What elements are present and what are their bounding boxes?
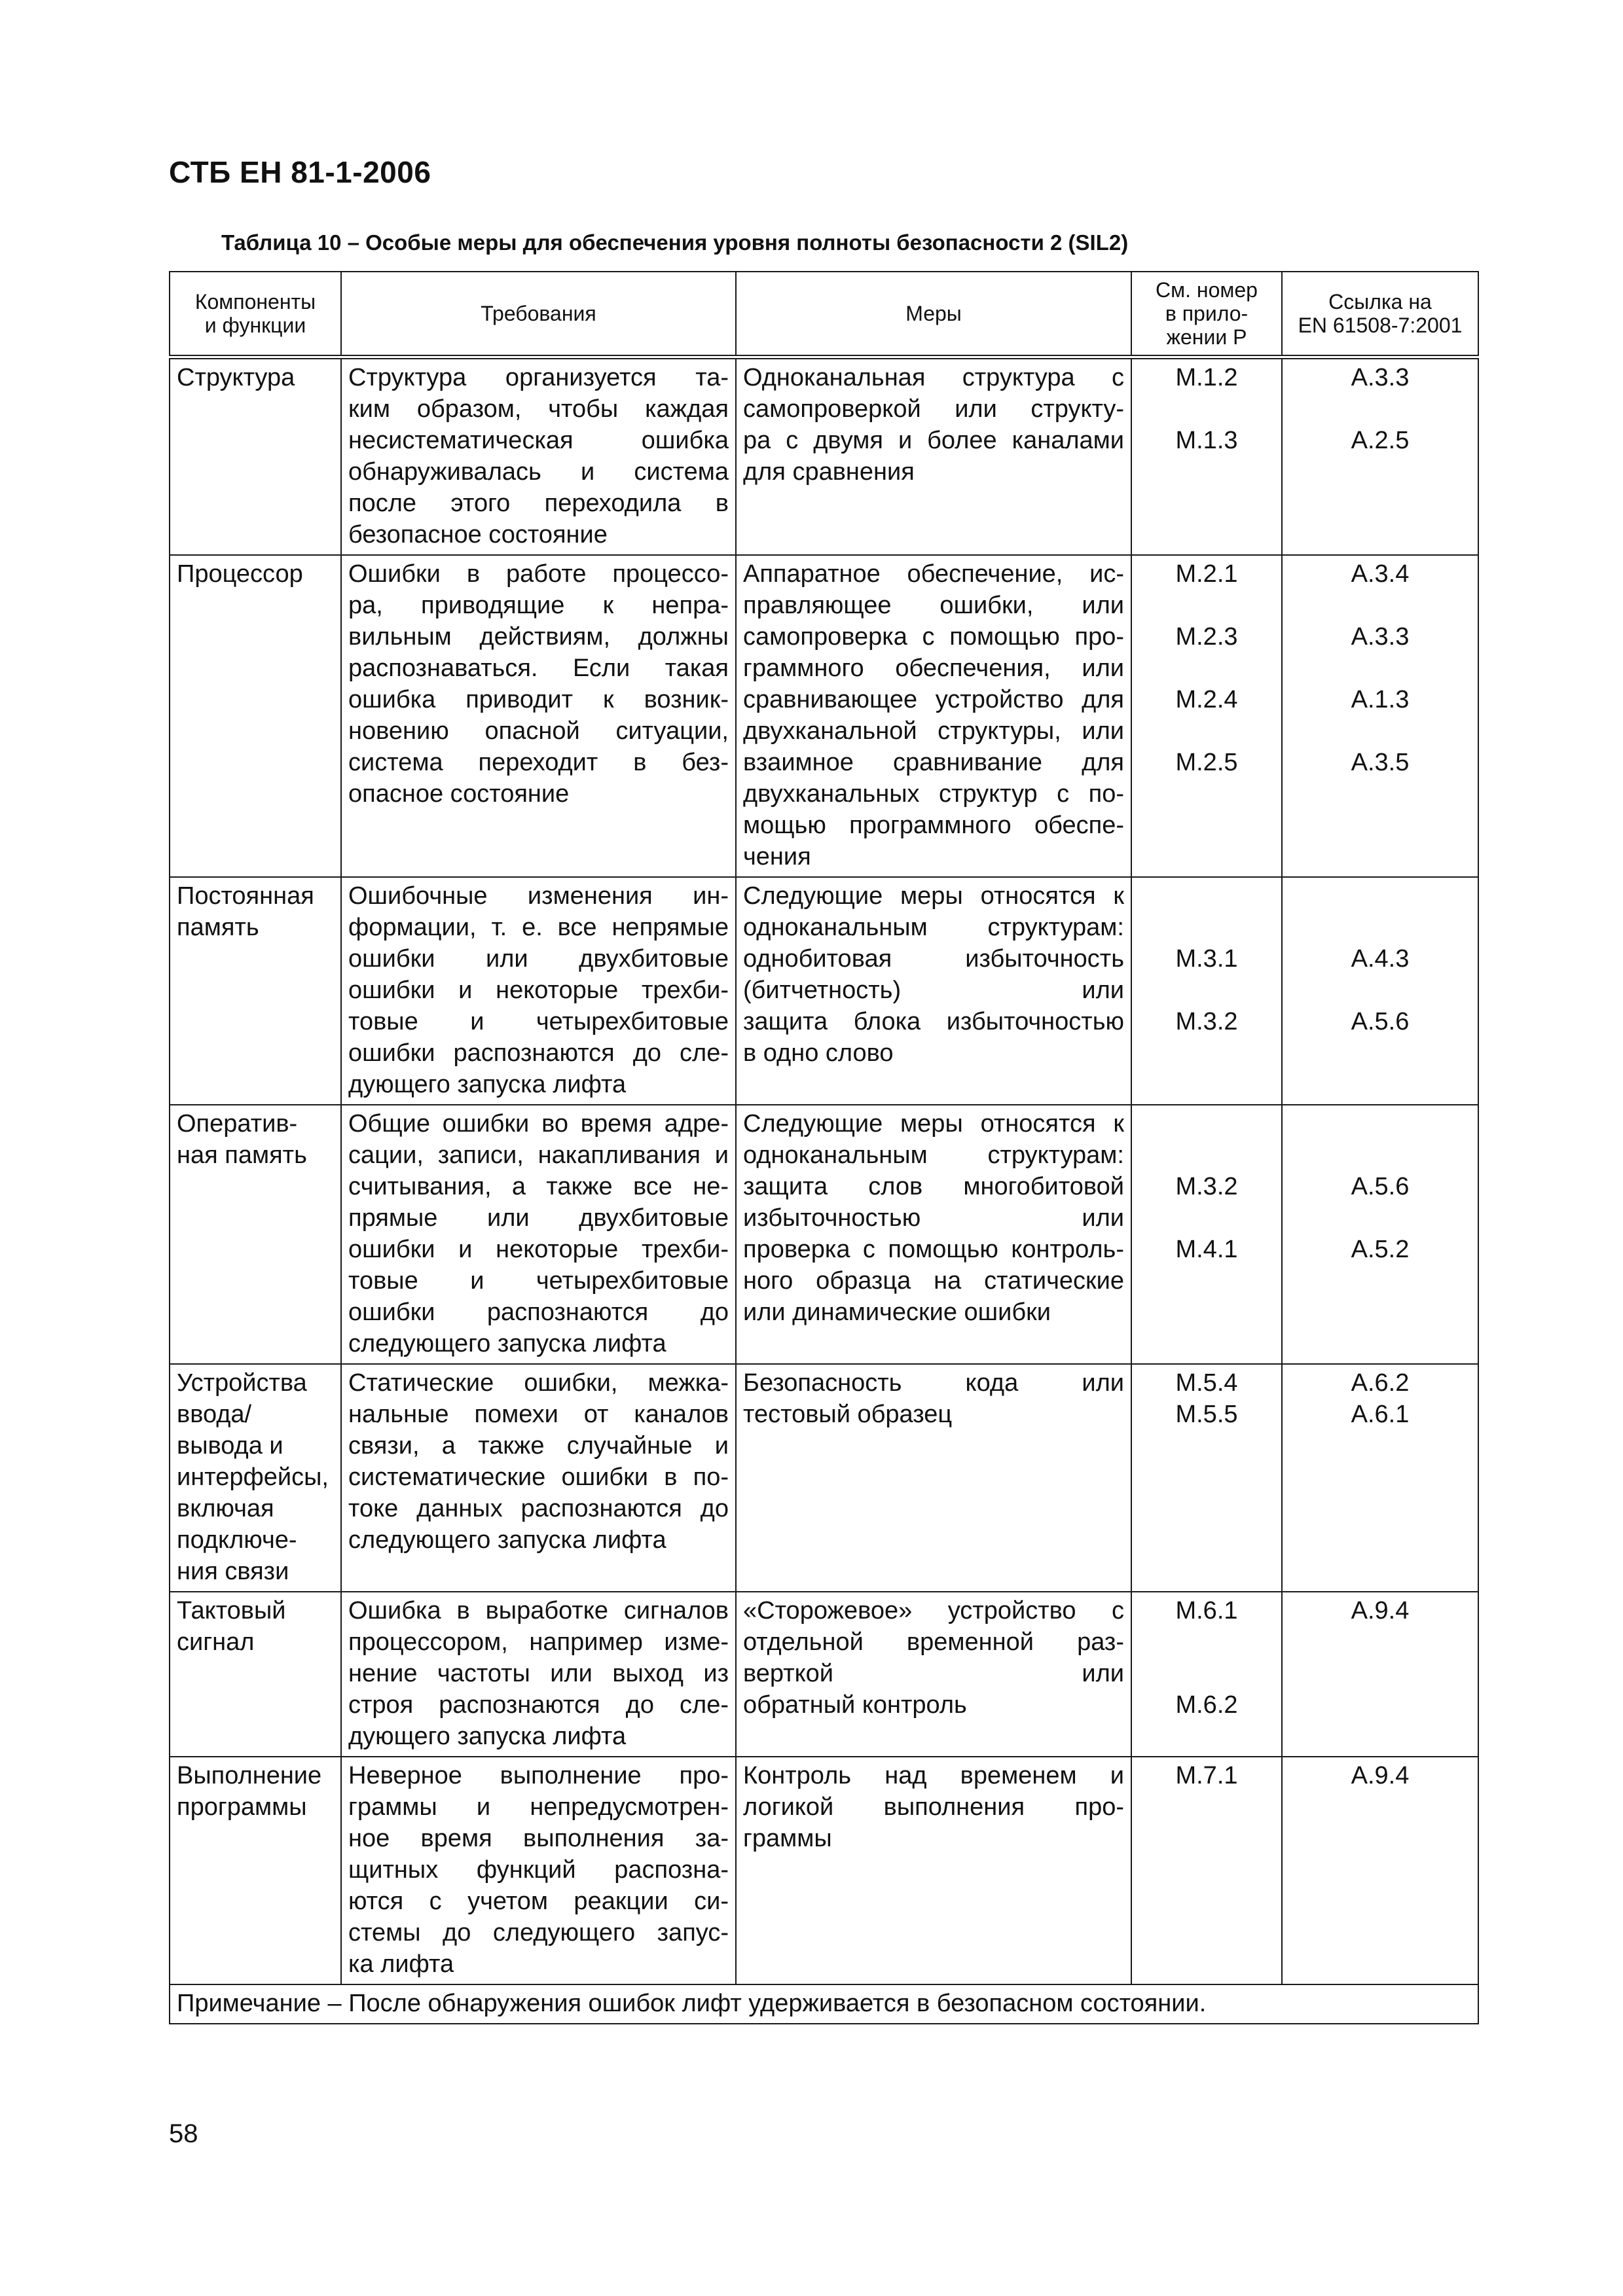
cell-line: правляющее ошибки, или (743, 592, 1124, 619)
cell-line: Выполнение (177, 1762, 322, 1789)
cell-line: одноканальным структурам: (743, 914, 1124, 941)
cell-line: обнаруживалась и система (348, 458, 729, 486)
cell-annex-ref (1131, 1105, 1282, 1364)
cell-line: A.5.6 (1351, 1173, 1410, 1200)
cell-line: A.9.4 (1351, 1762, 1410, 1789)
cell-line: чения (743, 843, 811, 870)
cell-measure (736, 1105, 1131, 1364)
cell-line: A.1.3 (1351, 686, 1410, 713)
cell-component (170, 1364, 341, 1592)
header-en-ref (1282, 272, 1478, 357)
cell-line: ошибки распознаются до сле- (348, 1039, 729, 1067)
cell-line: Аппаратное обеспечение, ис- (743, 560, 1124, 588)
cell-line: M.3.2 (1175, 1173, 1238, 1200)
cell-line: защита слов многобитовой (743, 1173, 1124, 1200)
cell-line: A.9.4 (1351, 1597, 1410, 1624)
cell-line: распознаваться. Если такая (348, 655, 729, 682)
cell-line: M.7.1 (1175, 1762, 1238, 1789)
cell-line: Устройства (177, 1369, 307, 1397)
table-caption: Таблица 10 – Особые меры для обеспечения уровня полноты безопасности 2 (SIL2) (221, 230, 1129, 255)
table-note: Примечание – После обнаружения ошибок лифт удерживается в безопасном состоянии. (170, 1984, 1478, 2024)
cell-line (1289, 1139, 1471, 1171)
cell-line (1289, 1108, 1471, 1139)
cell-line: и функции (204, 314, 306, 337)
cell-line: ка лифта (348, 1950, 454, 1978)
cell-line: Тактовый (177, 1597, 286, 1624)
cell-line: щитных функций распозна- (348, 1856, 729, 1884)
table-row (170, 1592, 1478, 1757)
cell-component (170, 1592, 341, 1757)
cell-line: следующего запуска лифта (348, 1330, 666, 1357)
cell-line: подключе- (177, 1526, 297, 1554)
cell-line: взаимное сравнивание для (743, 749, 1124, 776)
cell-line: формации, т. е. все непрямые (348, 914, 729, 941)
cell-line: A.2.5 (1351, 427, 1410, 454)
cell-line: процессором, например изме- (348, 1628, 729, 1656)
cell-line: одноканальным структурам: (743, 1141, 1124, 1169)
cell-line: в прило- (1165, 302, 1249, 325)
cell-line (1139, 1658, 1275, 1689)
header-measures: Меры (736, 272, 1131, 357)
cell-line: сации, записи, накапливания и (348, 1141, 729, 1169)
cell-line: новению опасной ситуации, (348, 717, 729, 745)
cell-requirement (341, 555, 736, 877)
cell-line: Ссылка на (1328, 290, 1432, 314)
cell-line: ного образца на статические (743, 1267, 1124, 1295)
cell-line: мощью программного обеспе- (743, 812, 1124, 839)
cell-line (1289, 653, 1471, 684)
table-note-row (170, 1984, 1478, 2024)
cell-line: M.3.1 (1175, 945, 1238, 973)
cell-line: См. номер (1156, 278, 1258, 302)
cell-requirement (341, 1592, 736, 1757)
cell-requirement (341, 1364, 736, 1592)
cell-line: граммы (743, 1825, 832, 1852)
cell-line (1289, 975, 1471, 1006)
cell-en-ref (1282, 555, 1478, 877)
table-row (170, 1757, 1478, 1984)
cell-line: M.2.1 (1175, 560, 1238, 588)
cell-line: Контроль над временем и (743, 1762, 1124, 1789)
cell-line: A.3.3 (1351, 364, 1410, 391)
cell-component (170, 877, 341, 1105)
table-row (170, 357, 1478, 556)
cell-line (1139, 1139, 1275, 1171)
cell-line: верткой или (743, 1660, 1124, 1687)
cell-line: Статические ошибки, межка- (348, 1369, 729, 1397)
cell-line: M.6.1 (1175, 1597, 1238, 1624)
cell-line (1139, 880, 1275, 912)
cell-line: избыточностью или (743, 1204, 1124, 1232)
cell-component (170, 1105, 341, 1364)
cell-line: вывода и (177, 1432, 283, 1460)
cell-line: Ошибки в работе процессо- (348, 560, 729, 588)
table-row (170, 1364, 1478, 1592)
cell-en-ref (1282, 1757, 1478, 1984)
cell-measure (736, 1757, 1131, 1984)
cell-line: нение частоты или выход из (348, 1660, 729, 1687)
cell-line: ким образом, чтобы каждая (348, 395, 729, 423)
cell-line: M.2.5 (1175, 749, 1238, 776)
cell-line: A.6.1 (1351, 1401, 1410, 1428)
cell-line: «Сторожевое» устройство с (743, 1597, 1124, 1624)
cell-line: M.3.2 (1175, 1008, 1238, 1035)
table-header-row (170, 272, 1478, 357)
cell-line: Следующие меры относятся к (743, 1110, 1124, 1138)
cell-line (1289, 1202, 1471, 1234)
cell-line: Следующие меры относятся к (743, 882, 1124, 910)
header-components (170, 272, 341, 357)
cell-component (170, 555, 341, 877)
cell-line: программы (177, 1793, 307, 1821)
cell-line: A.5.6 (1351, 1008, 1410, 1035)
cell-line: M.2.3 (1175, 623, 1238, 651)
cell-requirement (341, 1105, 736, 1364)
cell-line: M.4.1 (1175, 1236, 1238, 1263)
cell-requirement (341, 357, 736, 556)
cell-requirement (341, 877, 736, 1105)
cell-line (1139, 715, 1275, 747)
cell-line (1289, 715, 1471, 747)
cell-line: считывания, а также все не- (348, 1173, 729, 1200)
cell-line: прямые или двухбитовые (348, 1204, 729, 1232)
cell-line: проверка с помощью контроль- (743, 1236, 1124, 1263)
cell-line: отдельной временной раз- (743, 1628, 1124, 1656)
cell-line: ра, приводящие к непра- (348, 592, 729, 619)
cell-line: строя распознаются до сле- (348, 1691, 729, 1719)
cell-line: тестовый образец (743, 1401, 953, 1428)
cell-line: Компоненты (194, 290, 316, 314)
cell-annex-ref (1131, 1364, 1282, 1592)
cell-line: включая (177, 1495, 274, 1522)
cell-line: в одно слово (743, 1039, 894, 1067)
cell-line: ошибки и некоторые трехби- (348, 1236, 729, 1263)
cell-line: обратный контроль (743, 1691, 967, 1719)
cell-line: логикой выполнения про- (743, 1793, 1124, 1821)
cell-line: ются с учетом реакции си- (348, 1888, 729, 1915)
cell-requirement (341, 1757, 736, 1984)
table-body (170, 357, 1478, 1985)
cell-line: EN 61508-7:2001 (1298, 314, 1463, 337)
cell-line: M.2.4 (1175, 686, 1238, 713)
cell-line (1139, 653, 1275, 684)
cell-line: однобитовая избыточность (743, 945, 1124, 973)
table-row (170, 555, 1478, 877)
cell-line: ошибки распознаются до (348, 1299, 729, 1326)
cell-line: ра с двумя и более каналами (743, 427, 1124, 454)
cell-line: Общие ошибки во время адре- (348, 1110, 729, 1138)
cell-line: связи, а также случайные и (348, 1432, 729, 1460)
header-annex-ref (1131, 272, 1282, 357)
cell-line: сравнивающее устройство для (743, 686, 1124, 713)
cell-line (1139, 1202, 1275, 1234)
cell-line: вильным действиям, должны (348, 623, 729, 651)
cell-line: после этого переходила в (348, 490, 729, 517)
cell-line: M.6.2 (1175, 1691, 1238, 1719)
cell-line: или динамические ошибки (743, 1299, 1051, 1326)
cell-line: Одноканальная структура с (743, 364, 1124, 391)
cell-line (1289, 590, 1471, 621)
cell-line: A.4.3 (1351, 945, 1410, 973)
cell-line (1139, 590, 1275, 621)
page-number: 58 (169, 2119, 198, 2148)
table-row (170, 1105, 1478, 1364)
cell-line: ошибки или двухбитовые (348, 945, 729, 973)
safety-measures-table (169, 271, 1479, 2024)
cell-en-ref (1282, 1364, 1478, 1592)
cell-annex-ref (1131, 1592, 1282, 1757)
cell-line: защита блока избыточностью (743, 1008, 1124, 1035)
cell-line: A.3.5 (1351, 749, 1410, 776)
cell-line: товые и четырехбитовые (348, 1267, 729, 1295)
cell-line (1139, 1626, 1275, 1658)
cell-en-ref (1282, 357, 1478, 556)
cell-line: самопроверкой или структу- (743, 395, 1124, 423)
cell-line: система переходит в без- (348, 749, 729, 776)
cell-measure (736, 555, 1131, 877)
cell-component (170, 1757, 341, 1984)
cell-line: стемы до следующего запус- (348, 1919, 729, 1946)
cell-line: граммы и непредусмотрен- (348, 1793, 729, 1821)
cell-line: двухканальных структур с по- (743, 780, 1124, 808)
cell-line: двухканальной структуры, или (743, 717, 1124, 745)
cell-line: M.1.3 (1175, 427, 1238, 454)
cell-measure (736, 357, 1131, 556)
cell-line (1289, 393, 1471, 425)
cell-line: Безопасность кода или (743, 1369, 1124, 1397)
cell-line: нальные помехи от каналов (348, 1401, 729, 1428)
cell-line: ввода/ (177, 1401, 252, 1428)
cell-component (170, 357, 341, 556)
cell-line: для сравнения (743, 458, 915, 486)
cell-line (1139, 975, 1275, 1006)
cell-line (1139, 1108, 1275, 1139)
cell-en-ref (1282, 1105, 1478, 1364)
cell-line: Оператив- (177, 1110, 298, 1138)
cell-line: Ошибка в выработке сигналов (348, 1597, 729, 1624)
document-code: СТБ ЕН 81-1-2006 (169, 155, 431, 189)
cell-annex-ref (1131, 555, 1282, 877)
cell-en-ref (1282, 877, 1478, 1105)
cell-line: A.5.2 (1351, 1236, 1410, 1263)
cell-line: Постоянная (177, 882, 314, 910)
cell-line (1139, 912, 1275, 943)
cell-annex-ref (1131, 357, 1282, 556)
cell-line: сигнал (177, 1628, 255, 1656)
cell-line: Процессор (177, 560, 303, 588)
cell-line: самопроверка с помощью про- (743, 623, 1124, 651)
cell-line (1289, 912, 1471, 943)
cell-measure (736, 1364, 1131, 1592)
table-row (170, 877, 1478, 1105)
cell-line: ная память (177, 1141, 307, 1169)
cell-annex-ref (1131, 1757, 1282, 1984)
cell-line: ное время выполнения за- (348, 1825, 729, 1852)
cell-line: Структура организуется та- (348, 364, 729, 391)
cell-line: ошибка приводит к возник- (348, 686, 729, 713)
cell-line (1289, 880, 1471, 912)
cell-line: память (177, 914, 259, 941)
cell-line: M.5.5 (1175, 1401, 1238, 1428)
cell-line: товые и четырехбитовые (348, 1008, 729, 1035)
cell-line: дующего запуска лифта (348, 1071, 627, 1098)
cell-line: (битчетность) или (743, 977, 1124, 1004)
header-requirements: Требования (341, 272, 736, 357)
cell-line: Структура (177, 364, 295, 391)
cell-line: опасное состояние (348, 780, 570, 808)
cell-en-ref (1282, 1592, 1478, 1757)
cell-line: M.5.4 (1175, 1369, 1238, 1397)
cell-line: интерфейсы, (177, 1463, 329, 1491)
cell-line: ния связи (177, 1558, 289, 1585)
cell-line: A.3.3 (1351, 623, 1410, 651)
cell-line: несистематическая ошибка (348, 427, 729, 454)
cell-line: A.3.4 (1351, 560, 1410, 588)
cell-line: ошибки и некоторые трехби- (348, 977, 729, 1004)
cell-measure (736, 877, 1131, 1105)
cell-measure (736, 1592, 1131, 1757)
cell-line: дующего запуска лифта (348, 1723, 627, 1750)
cell-annex-ref (1131, 877, 1282, 1105)
cell-line (1139, 393, 1275, 425)
cell-line: следующего запуска лифта (348, 1526, 666, 1554)
cell-line: Неверное выполнение про- (348, 1762, 729, 1789)
cell-line: A.6.2 (1351, 1369, 1410, 1397)
cell-line: токе данных распознаются до (348, 1495, 729, 1522)
cell-line: систематические ошибки в по- (348, 1463, 729, 1491)
cell-line: жении Р (1166, 325, 1247, 349)
cell-line: M.1.2 (1175, 364, 1238, 391)
cell-line: Ошибочные изменения ин- (348, 882, 729, 910)
cell-line: граммного обеспечения, или (743, 655, 1124, 682)
cell-line: безопасное состояние (348, 521, 608, 548)
